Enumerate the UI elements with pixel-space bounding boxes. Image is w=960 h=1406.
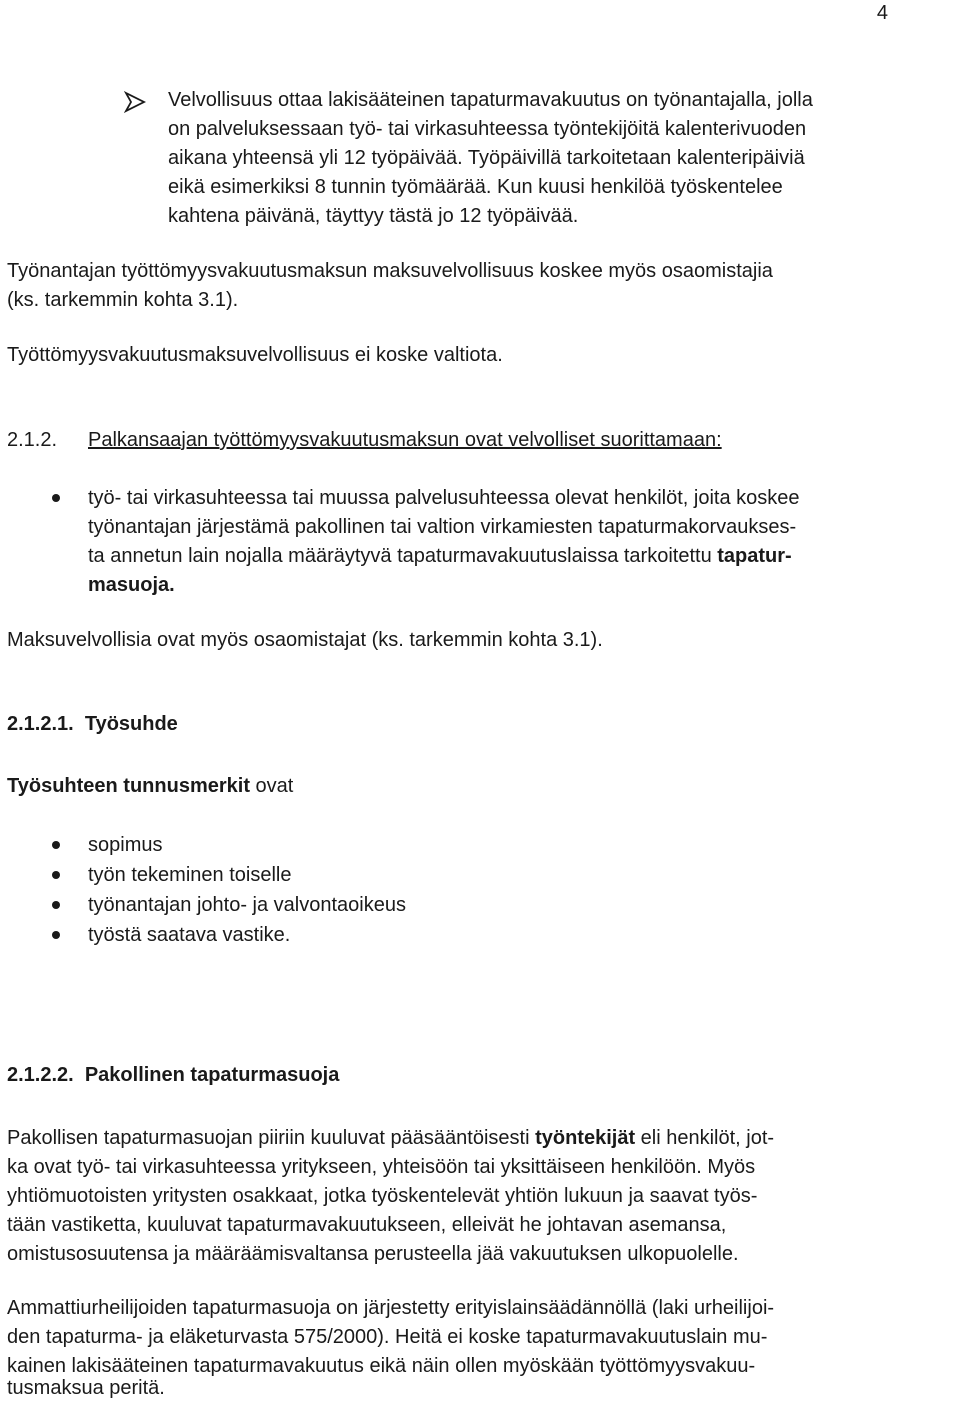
- bold-term: työntekijät: [535, 1127, 636, 1149]
- text-line: kahtena päivänä, täyttyy tästä jo 12 työpäivää.: [168, 205, 579, 227]
- text-run: eli henkilöt, jot-: [635, 1127, 775, 1149]
- heading-2122: 2.1.2.2. Pakollinen tapaturmasuoja: [7, 1064, 340, 1086]
- text-run: ta annetun lain nojalla määräytyvä tapaturmavakuutuslaissa tarkoitettu: [88, 545, 712, 567]
- list-item: työnantajan johto- ja valvontaoikeus: [88, 894, 406, 916]
- text-line: työnantajan järjestämä pakollinen tai valtion virkamiesten tapaturmakorvaukses-: [88, 516, 797, 538]
- text-line: on palveluksessaan työ- tai virkasuhteessa työntekijöitä kalenterivuoden: [168, 118, 807, 140]
- text-line: tusmaksua peritä.: [7, 1377, 165, 1399]
- arrow-bullet-icon: [124, 91, 146, 113]
- text-line: (ks. tarkemmin kohta 3.1).: [7, 289, 239, 311]
- text-line: Maksuvelvollisia ovat myös osaomistajat (ks. tarkemmin kohta 3.1).: [7, 629, 603, 651]
- text-line: kainen lakisääteinen tapaturmavakuutus eikä näin ollen myöskään työttömyysvakuu-: [7, 1355, 756, 1377]
- bullet-dot: [52, 841, 60, 849]
- page-number: 4: [876, 2, 888, 24]
- text-line: Ammattiurheilijoiden tapaturmasuoja on järjestetty erityislainsäädännöllä (laki urheilijoi-: [7, 1297, 775, 1319]
- text-line: työ- tai virkasuhteessa tai muussa palvelusuhteessa olevat henkilöt, joita koskee: [88, 487, 800, 509]
- text-line: tään vastiketta, kuuluvat tapaturmavakuutukseen, elleivät he johtavan asemansa,: [7, 1214, 727, 1236]
- text-line: aikana yhteensä yli 12 työpäivää. Työpäivillä tarkoitetaan kalenteripäiviä: [168, 147, 805, 169]
- text-line: omistusosuutensa ja määräämisvaltansa perusteella jää vakuutuksen ulkopuolelle.: [7, 1243, 739, 1265]
- text-line: Velvollisuus ottaa lakisääteinen tapaturmavakuutus on työnantajalla, jolla: [168, 89, 813, 111]
- list-item: sopimus: [88, 834, 163, 856]
- bullet-dot: [52, 871, 60, 879]
- list-item: työn tekeminen toiselle: [88, 864, 292, 886]
- text-line: [88, 571, 175, 600]
- text-line: ka ovat työ- tai virkasuhteessa yritykseen, yhteisöön tai yksittäiseen henkilöön. Myös: [7, 1156, 756, 1178]
- heading-2121: 2.1.2.1. Työsuhde: [7, 713, 178, 735]
- text-line: yhtiömuotoisten yritysten osakkaat, jotka työskentelevät yhtiön lukuun ja saavat työs-: [7, 1185, 758, 1207]
- text-line: den tapaturma- ja eläketurvasta 575/2000). Heitä ei koske tapaturmavakuutuslain mu-: [7, 1326, 768, 1348]
- bullet-dot: [52, 494, 60, 502]
- list-item: työstä saatava vastike.: [88, 924, 291, 946]
- bold-term: Työsuhteen tunnusmerkit: [7, 775, 250, 797]
- section-number: 2.1.2.: [7, 429, 58, 451]
- bullet-dot: [52, 931, 60, 939]
- text-line: [7, 1124, 774, 1153]
- text-run: Pakollisen tapaturmasuojan piiriin kuuluvat pääsääntöisesti: [7, 1127, 536, 1149]
- bullet-dot: [52, 901, 60, 909]
- section-title: Palkansaajan työttömyysvakuutusmaksun ovat velvolliset suorittamaan:: [88, 429, 722, 451]
- text-line: eikä esimerkiksi 8 tunnin työmäärää. Kun kuusi henkilöä työskentelee: [168, 176, 783, 198]
- text-line: Työttömyysvakuutusmaksuvelvollisuus ei koske valtiota.: [7, 344, 503, 366]
- bold-term: masuoja.: [88, 574, 175, 596]
- text-run: ovat: [250, 775, 294, 797]
- text-line: [7, 772, 293, 801]
- text-line: [88, 542, 792, 571]
- text-line: Työnantajan työttömyysvakuutusmaksun maksuvelvollisuus koskee myös osaomistajia: [7, 260, 773, 282]
- bold-term: tapatur-: [717, 545, 792, 567]
